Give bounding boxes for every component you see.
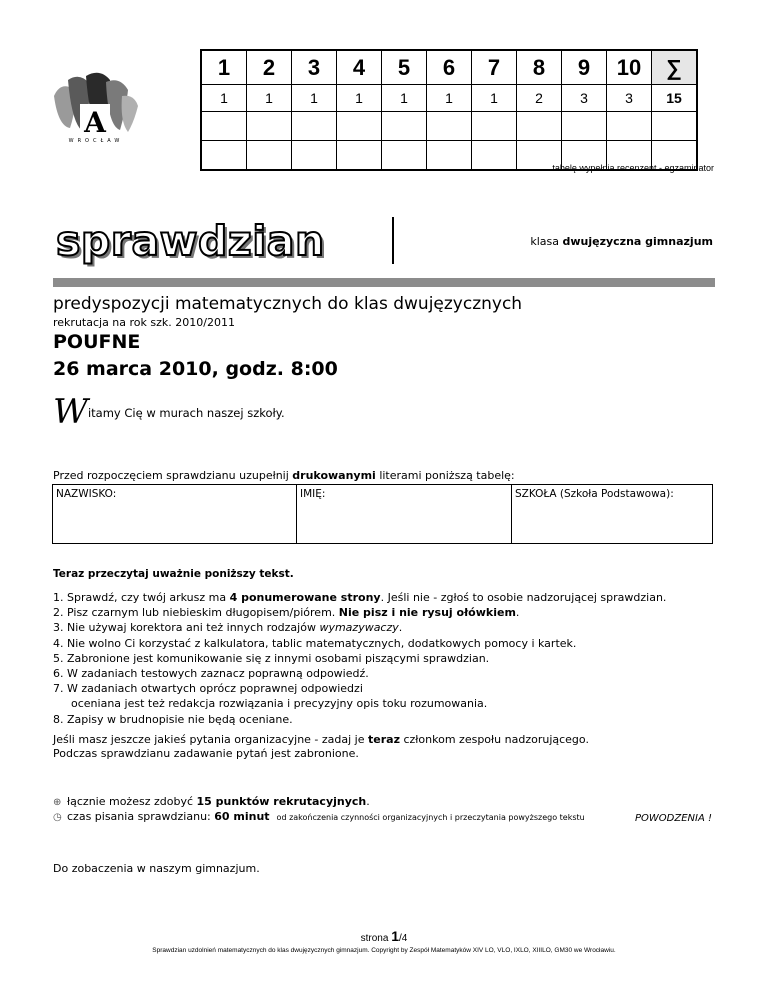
max-points-row: [201, 85, 697, 112]
rule-item: 5. Zabronione jest komunikowanie się z innymi osobami piszącymi sprawdzian.: [53, 651, 490, 665]
document-title: sprawdzian: [56, 217, 325, 265]
subtitle: predyspozycji matematycznych do klas dwujęzycznych: [53, 294, 523, 314]
instruction-text: Przed rozpoczęciem sprawdzianu uzupełnij: [53, 469, 293, 482]
surname-field[interactable]: [53, 485, 297, 544]
task-number: 8: [517, 50, 562, 85]
recruitment-year: rekrutacja na rok szk. 2010/2011: [53, 316, 235, 329]
title-divider: [392, 217, 394, 264]
task-number: 10: [607, 50, 652, 85]
sum-symbol: ∑: [652, 50, 698, 85]
score-cell[interactable]: [427, 112, 472, 141]
rule-item: [53, 590, 666, 605]
surname-label: NAZWISKO:: [56, 488, 117, 500]
instruction-text: literami poniższą tabelę:: [375, 469, 515, 482]
time-note: od zakończenia czynności organizacyjnych i przeczytania powyższego tekstu: [276, 813, 585, 822]
page-total: /4: [399, 933, 408, 944]
score-cell[interactable]: [427, 141, 472, 171]
points-icon: ⊕: [53, 797, 62, 808]
rule-item: 4. Nie wolno Ci korzystać z kalkulatora, tablic matematycznych, dodatkowych pomocy i kartek.: [53, 636, 577, 650]
welcome-initial: W: [53, 392, 88, 432]
score-cell[interactable]: [472, 141, 517, 171]
score-cell[interactable]: [201, 112, 247, 141]
page-label: strona: [360, 933, 392, 944]
class-label-bold: dwujęzyczna gimnazjum: [562, 235, 713, 248]
rule-bold: Nie pisz i nie rysuj ołówkiem: [338, 606, 516, 620]
school-field[interactable]: [512, 485, 713, 544]
rule-item: [53, 605, 666, 620]
score-cell[interactable]: [517, 112, 562, 141]
welcome-rest: itamy Cię w murach naszej szkoły.: [87, 406, 285, 420]
clock-icon: ◷: [53, 812, 62, 823]
score-cell[interactable]: [472, 112, 517, 141]
page-current: 1: [391, 928, 400, 944]
max-points-cell: 1: [472, 85, 517, 112]
fill-instruction: [53, 469, 515, 482]
time-bold: 60 minut: [214, 810, 270, 823]
rule-text: 2. Pisz czarnym lub niebieskim długopisem/piórem.: [53, 606, 339, 620]
questions-bold: teraz: [368, 733, 400, 746]
rule-item: [53, 620, 666, 635]
points-info: [53, 795, 585, 825]
rule-italic: wymazywaczy: [319, 621, 399, 635]
score-cell[interactable]: [562, 112, 607, 141]
rule-bold: 4 ponumerowane strony: [229, 591, 381, 604]
class-label-prefix: klasa: [530, 235, 563, 248]
max-points-cell: 1: [247, 85, 292, 112]
first-name-label: IMIĘ:: [300, 488, 326, 500]
exam-date: 26 marca 2010, godz. 8:00: [53, 358, 338, 380]
score-cell[interactable]: [607, 112, 652, 141]
rule-item: 6. W zadaniach testowych zaznacz poprawną odpowiedź.: [53, 667, 369, 681]
task-number: 4: [337, 50, 382, 85]
max-points-cell: 3: [607, 85, 652, 112]
rule-text: 7. W zadaniach otwartych oprócz poprawnej odpowiedzi: [53, 682, 363, 696]
max-points-cell: 1: [382, 85, 427, 112]
questions-text: Podczas sprawdzianu zadawanie pytań jest zabronione.: [53, 747, 359, 760]
score-cell[interactable]: [337, 141, 382, 171]
class-label: [530, 235, 713, 248]
score-cell[interactable]: [292, 112, 337, 141]
school-logo: [50, 66, 142, 158]
confidential-label: POUFNE: [53, 331, 141, 353]
score-cell[interactable]: [382, 112, 427, 141]
questions-text: członkom zespołu nadzorującego.: [399, 733, 589, 746]
rule-item: [53, 681, 666, 711]
max-points-cell: 1: [337, 85, 382, 112]
score-table: [200, 49, 698, 171]
rule-text: . Jeśli nie - zgłoś to osobie nadzorującej sprawdzian.: [380, 591, 667, 604]
rule-text: 1. Sprawdź, czy twój arkusz ma: [53, 591, 230, 604]
task-number: 2: [247, 50, 292, 85]
score-header-row: [201, 50, 697, 85]
max-points-total: 15: [652, 85, 698, 112]
questions-text: Jeśli masz jeszcze jakieś pytania organizacyjne - zadaj je: [53, 733, 369, 746]
rule-item: 8. Zapisy w brudnopisie nie będą oceniane.: [53, 712, 293, 726]
score-cell[interactable]: [382, 141, 427, 171]
points-text: .: [366, 795, 370, 808]
good-luck: POWODZENIA !: [635, 813, 712, 824]
welcome-text: [53, 392, 285, 432]
score-cell[interactable]: [247, 112, 292, 141]
school-label: SZKOŁA (Szkoła Podstawowa):: [515, 488, 674, 500]
task-number: 1: [201, 50, 247, 85]
score-cell[interactable]: [201, 141, 247, 171]
rule-text: oceniana jest też redakcja rozwiązania i precyzyjny opis toku rozumowania.: [71, 697, 488, 711]
max-points-cell: 2: [517, 85, 562, 112]
task-number: 7: [472, 50, 517, 85]
max-points-cell: 1: [292, 85, 337, 112]
score-cell[interactable]: [292, 141, 337, 171]
table-note: tabelę wypełnia recenzent - egzaminator: [552, 163, 714, 173]
rules-list: [53, 590, 666, 727]
footer-copyright: Sprawdzian uzdolnień matematycznych do klas dwujęzycznych gimnazjum. Copyright by Zespół Matematyków XIV LO, VLO, IXLO, XIIILO, GM30 we Wrocławiu.: [152, 947, 616, 954]
rule-text: .: [515, 606, 520, 620]
time-text: czas pisania sprawdzianu:: [67, 810, 215, 823]
score-cell[interactable]: [337, 112, 382, 141]
task-number: 6: [427, 50, 472, 85]
personal-data-table: [52, 484, 713, 544]
max-points-cell: 1: [427, 85, 472, 112]
questions-note: [53, 733, 589, 761]
score-total-cell[interactable]: [652, 112, 698, 141]
task-number: 5: [382, 50, 427, 85]
points-bold: 15 punktów rekrutacyjnych: [196, 795, 367, 808]
logo-caption: WROCŁAW: [68, 138, 124, 144]
divider-bar: [53, 278, 715, 287]
first-name-field[interactable]: [297, 485, 512, 544]
rule-text: 3. Nie używaj korektora ani też innych rodzajów: [53, 621, 320, 635]
score-cell[interactable]: [247, 141, 292, 171]
rule-text: .: [398, 621, 403, 635]
score-entry-row: [201, 112, 697, 141]
task-number: 3: [292, 50, 337, 85]
instruction-bold: drukowanymi: [292, 469, 376, 482]
points-text: łącznie możesz zdobyć: [67, 795, 197, 808]
read-heading: Teraz przeczytaj uważnie poniższy tekst.: [53, 568, 294, 580]
task-number: 9: [562, 50, 607, 85]
goodbye-text: Do zobaczenia w naszym gimnazjum.: [53, 862, 260, 875]
page-number: [0, 928, 768, 944]
max-points-cell: 3: [562, 85, 607, 112]
max-points-cell: 1: [201, 85, 247, 112]
logo-letter: A: [84, 106, 106, 139]
